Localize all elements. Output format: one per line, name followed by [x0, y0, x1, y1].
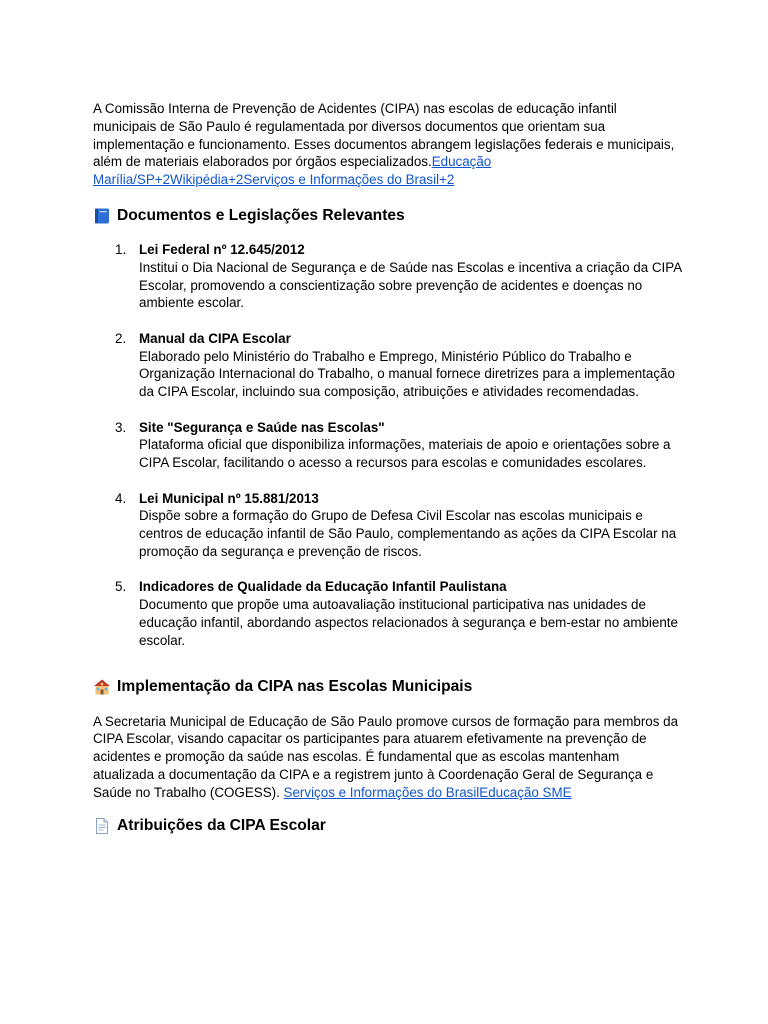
- list-item-description: Dispõe sobre a formação do Grupo de Defesa Civil Escolar nas escolas municipais e centros de educação infantil de São Paulo, complementando as ações da CIPA Escolar na promoção da segurança e prevenção de riscos.: [139, 508, 677, 559]
- list-number: 1.: [115, 241, 127, 257]
- document-icon: [93, 817, 111, 835]
- list-item: [93, 578, 683, 649]
- list-item-description: Elaborado pelo Ministério do Trabalho e Emprego, Ministério Público do Trabalho e Organização Internacional do Trabalho, o manual fornece diretrizes para a implementação da CIPA Escolar, incluindo sua composição, atribuições e atividades recomendadas.: [139, 348, 675, 400]
- list-item-title: Indicadores de Qualidade da Educação Infantil Paulistana: [139, 579, 507, 595]
- list-number: 4.: [115, 490, 127, 506]
- list-item: [93, 241, 683, 312]
- section-title: Documentos e Legislações Relevantes: [117, 206, 405, 224]
- list-item-description: Plataforma oficial que disponibiliza informações, materiais de apoio e orientações sobre a CIPA Escolar, facilitando o acesso a recursos para escolas e comunidades escolares.: [139, 437, 671, 471]
- list-item-title: Manual da CIPA Escolar: [139, 330, 291, 346]
- list-item-title: Lei Federal nº 12.645/2012: [139, 241, 305, 257]
- section-title: Implementação da CIPA nas Escolas Municipais: [117, 677, 473, 695]
- section-heading-implementacao: [93, 677, 683, 697]
- section-title: Atribuições da CIPA Escolar: [117, 817, 326, 835]
- implementation-paragraph: [93, 713, 683, 802]
- section-heading-atribuicoes: [93, 816, 683, 836]
- implementation-source-link[interactable]: Serviços e Informações do BrasilEducação SME: [283, 784, 572, 800]
- intro-source-link[interactable]: Educação Marília/SP+2Wikipédia+2Serviços e Informações do Brasil+2: [93, 154, 492, 188]
- list-number: 5.: [115, 579, 127, 595]
- intro-paragraph: [93, 100, 683, 189]
- list-item-title: Site "Segurança e Saúde nas Escolas": [139, 419, 385, 435]
- list-item-description: Documento que propõe uma autoavaliação institucional participativa nas unidades de educação infantil, abordando aspectos relacionados à segurança e bem-estar no ambiente escolar.: [139, 597, 678, 648]
- list-item: [93, 330, 683, 401]
- blue-book-icon: [93, 207, 111, 225]
- list-item: [93, 419, 683, 472]
- list-item-title: Lei Municipal nº 15.881/2013: [139, 490, 319, 506]
- school-icon: [93, 678, 111, 696]
- implementation-text: A Secretaria Municipal de Educação de São Paulo promove cursos de formação para membros da CIPA Escolar, visando capacitar os participantes para atuarem efetivamente na prevenção de acidentes e promoção da saúde nas escolas. É fundamental que as escolas mantenham atualizada a documentação da CIPA e a registrem junto à Coordenação Geral de Segurança e Saúde no Trabalho (COGESS).: [93, 713, 679, 800]
- list-item: [93, 490, 683, 561]
- document-page: [93, 100, 683, 836]
- list-number: 3.: [115, 419, 127, 435]
- section-heading-documentos: [93, 206, 683, 226]
- intro-text: A Comissão Interna de Prevenção de Acidentes (CIPA) nas escolas de educação infantil municipais de São Paulo é regulamentada por diversos documentos que orientam sua implementação e funcionamento. Esses documentos abrangem legislações federais e municipais, além de materiais elaborados por órgãos especializados.: [93, 101, 675, 170]
- list-number: 2.: [115, 330, 127, 346]
- documents-list: [93, 241, 683, 650]
- list-item-description: Institui o Dia Nacional de Segurança e de Saúde nas Escolas e incentiva a criação da CIPA Escolar, promovendo a conscientização sobre prevenção de acidentes e doenças no ambiente escolar.: [139, 259, 682, 311]
